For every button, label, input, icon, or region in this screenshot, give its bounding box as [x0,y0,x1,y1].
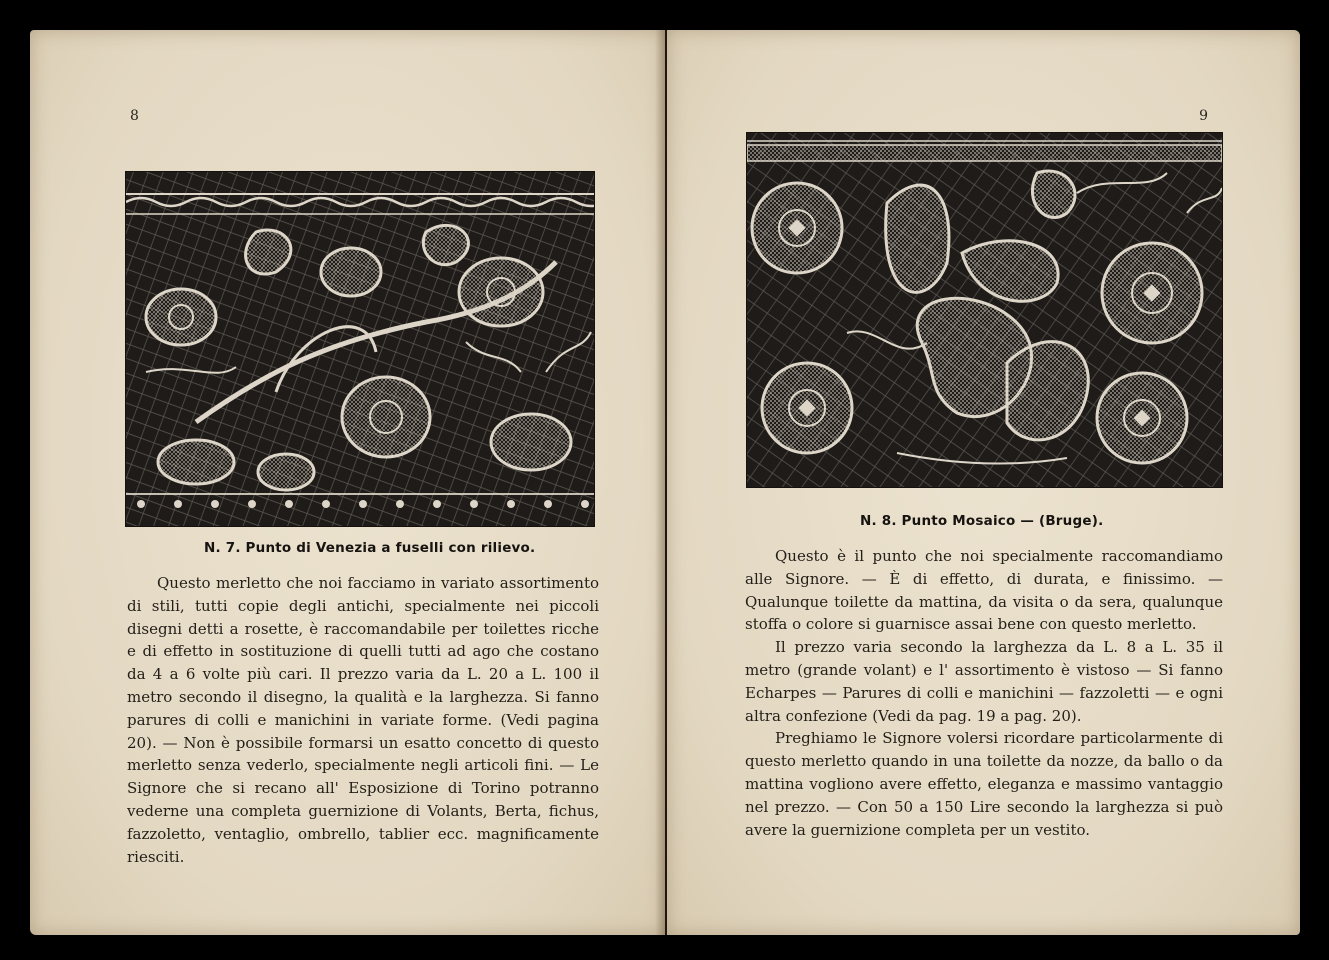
lace-plate-mosaico [747,133,1222,487]
caption-venezia: N. 7. Punto di Venezia a fuselli con rilievo. [204,540,536,556]
body-text-right [745,545,1223,841]
paragraph: Questo è il punto che noi specialmente raccomandiamo alle Signore. — È di effetto, di durata, e finissimo. — Qualunque toilette da mattina, da visita o da sera, qualunque stoffa o colore si guarnisce assai bene con questo merletto. [745,547,1223,634]
lace-illustration-venezia [126,172,594,526]
left-page [30,30,665,935]
paragraph: Il prezzo varia secondo la larghezza da L. 8 a L. 35 il metro (grande volant) e l' assortimento è vistoso — Si fanno Echarpes — Parures di colli e manichini — fazzoletti — e ogni altra confezione (Vedi da pag. 19 a pag. 20). [745,638,1223,725]
paragraph: Questo merletto che noi facciamo in variato assortimento di stili, tutti copie degli antichi, specialmente nei piccoli disegni detti a rosette, è raccomandabile per toilettes ricche e di effetto in sostituzione di quelli tutti ad ago che costano da 4 a 6 volte più cari. Il prezzo varia da L. 20 a L. 100 il metro secondo il disegno, la qualità e la larghezza. Si fanno parures di colli e manichini in variate forme. (Vedi pagina 20). — Non è possibile formarsi un esatto concetto di questo merletto senza vederlo, specialmente negli articoli fini. — Le Signore che si recano all' Esposizione di Torino potranno vederne una completa guernizione di Volants, Berta, fichus, fazzoletto, ventaglio, ombrello, tablier ecc. magnificamente riesciti. [127,574,599,866]
lace-illustration-mosaico [747,133,1222,487]
page-number-left: 8 [130,108,139,124]
page-number-right: 9 [1199,108,1208,124]
caption-mosaico: N. 8. Punto Mosaico — (Bruge). [860,513,1104,529]
paragraph: Preghiamo le Signore volersi ricordare particolarmente di questo merletto quando in una toilette da nozze, da ballo o da mattina vogliono avere effetto, eleganza e massimo vantaggio nel prezzo. — Con 50 a 150 Lire secondo la larghezza si può avere la guernizione completa per un vestito. [745,729,1223,839]
lace-plate-venezia [126,172,594,526]
body-text-left [127,572,599,868]
right-page [667,30,1300,935]
